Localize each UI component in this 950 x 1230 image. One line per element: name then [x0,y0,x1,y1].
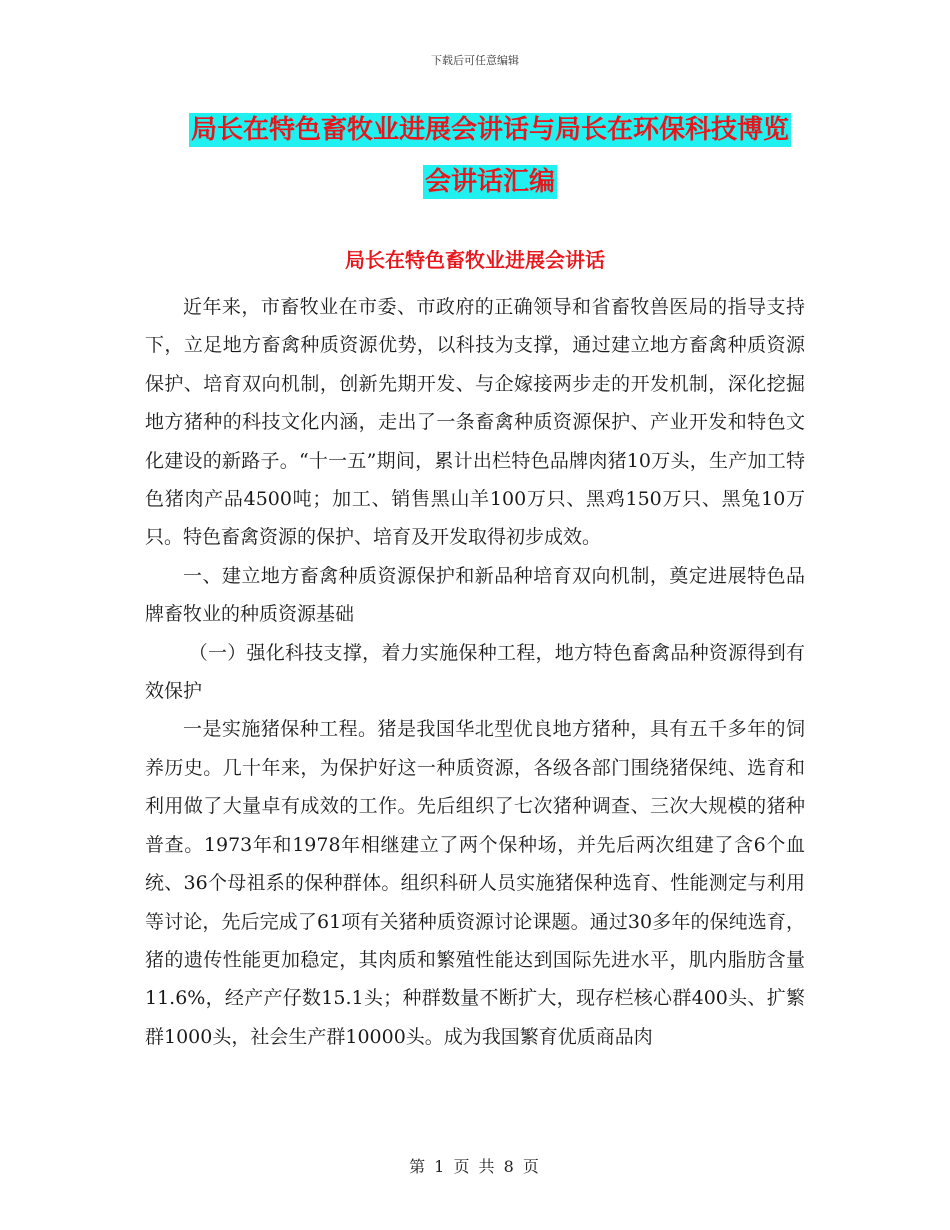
paragraph-pig-conservation: 一是实施猪保种工程。猪是我国华北型优良地方猪种，具有五千多年的饲养历史。几十年来，为保护好这一种质资源，各级各部门围绕猪保纯、选育和利用做了大量卓有成效的工作。先后组织了七次猪种调查、三次大规模的猪种普查。1973年和1978年相继建立了两个保种场，并先后两次组建了含6个血统、36个母祖系的保种群体。组织科研人员实施猪保种选育、性能测定与利用等讨论，先后完成了61项有关猪种质资源讨论课题。通过30多年的保纯选育，猪的遗传性能更加稳定，其肉质和繁殖性能达到国际先进水平，肌内脂肪含量11.6%，经产产仔数15.1头；种群数量不断扩大，现存栏核心群400头、扩繁群1000头，社会生产群10000头。成为我国繁育优质商品肉 [145,718,805,1048]
paragraph-heading-1: 一、建立地方畜禽种质资源保护和新品种培育双向机制，奠定进展特色品牌畜牧业的种质资源基础 [145,564,805,626]
section-title: 局长在特色畜牧业进展会讲话 [345,248,605,272]
paragraph-intro: 近年来，市畜牧业在市委、市政府的正确领导和省畜牧兽医局的指导支持下，立足地方畜禽种质资源优势，以科技为支撑，通过建立地方畜禽种质资源保护、培育双向机制，创新先期开发、与企嫁接两步走的开发机制，深化挖掘地方猪种的科技文化内涵，走出了一条畜禽种质资源保护、产业开发和特色文化建设的新路子。“十一五”期间，累计出栏特色品牌肉猪10万头，生产加工特色猪肉产品4500吨；加工、销售黑山羊100万只、黑鸡150万只、黑兔10万只。特色畜禽资源的保护、培育及开发取得初步成效。 [145,296,805,549]
page-number: 第 1 页 共 8 页 [409,1157,541,1176]
paragraph-subheading-1: （一）强化科技支撑，着力实施保种工程，地方特色畜禽品种资源得到有效保护 [145,641,805,703]
document-body [145,288,805,1056]
title-line-1: 局长在特色畜牧业进展会讲话与局长在环保科技博览 [190,115,789,145]
header-note: 下载后可任意编辑 [431,54,519,67]
document-title [160,104,820,208]
title-line-2: 会讲话汇编 [424,167,555,197]
